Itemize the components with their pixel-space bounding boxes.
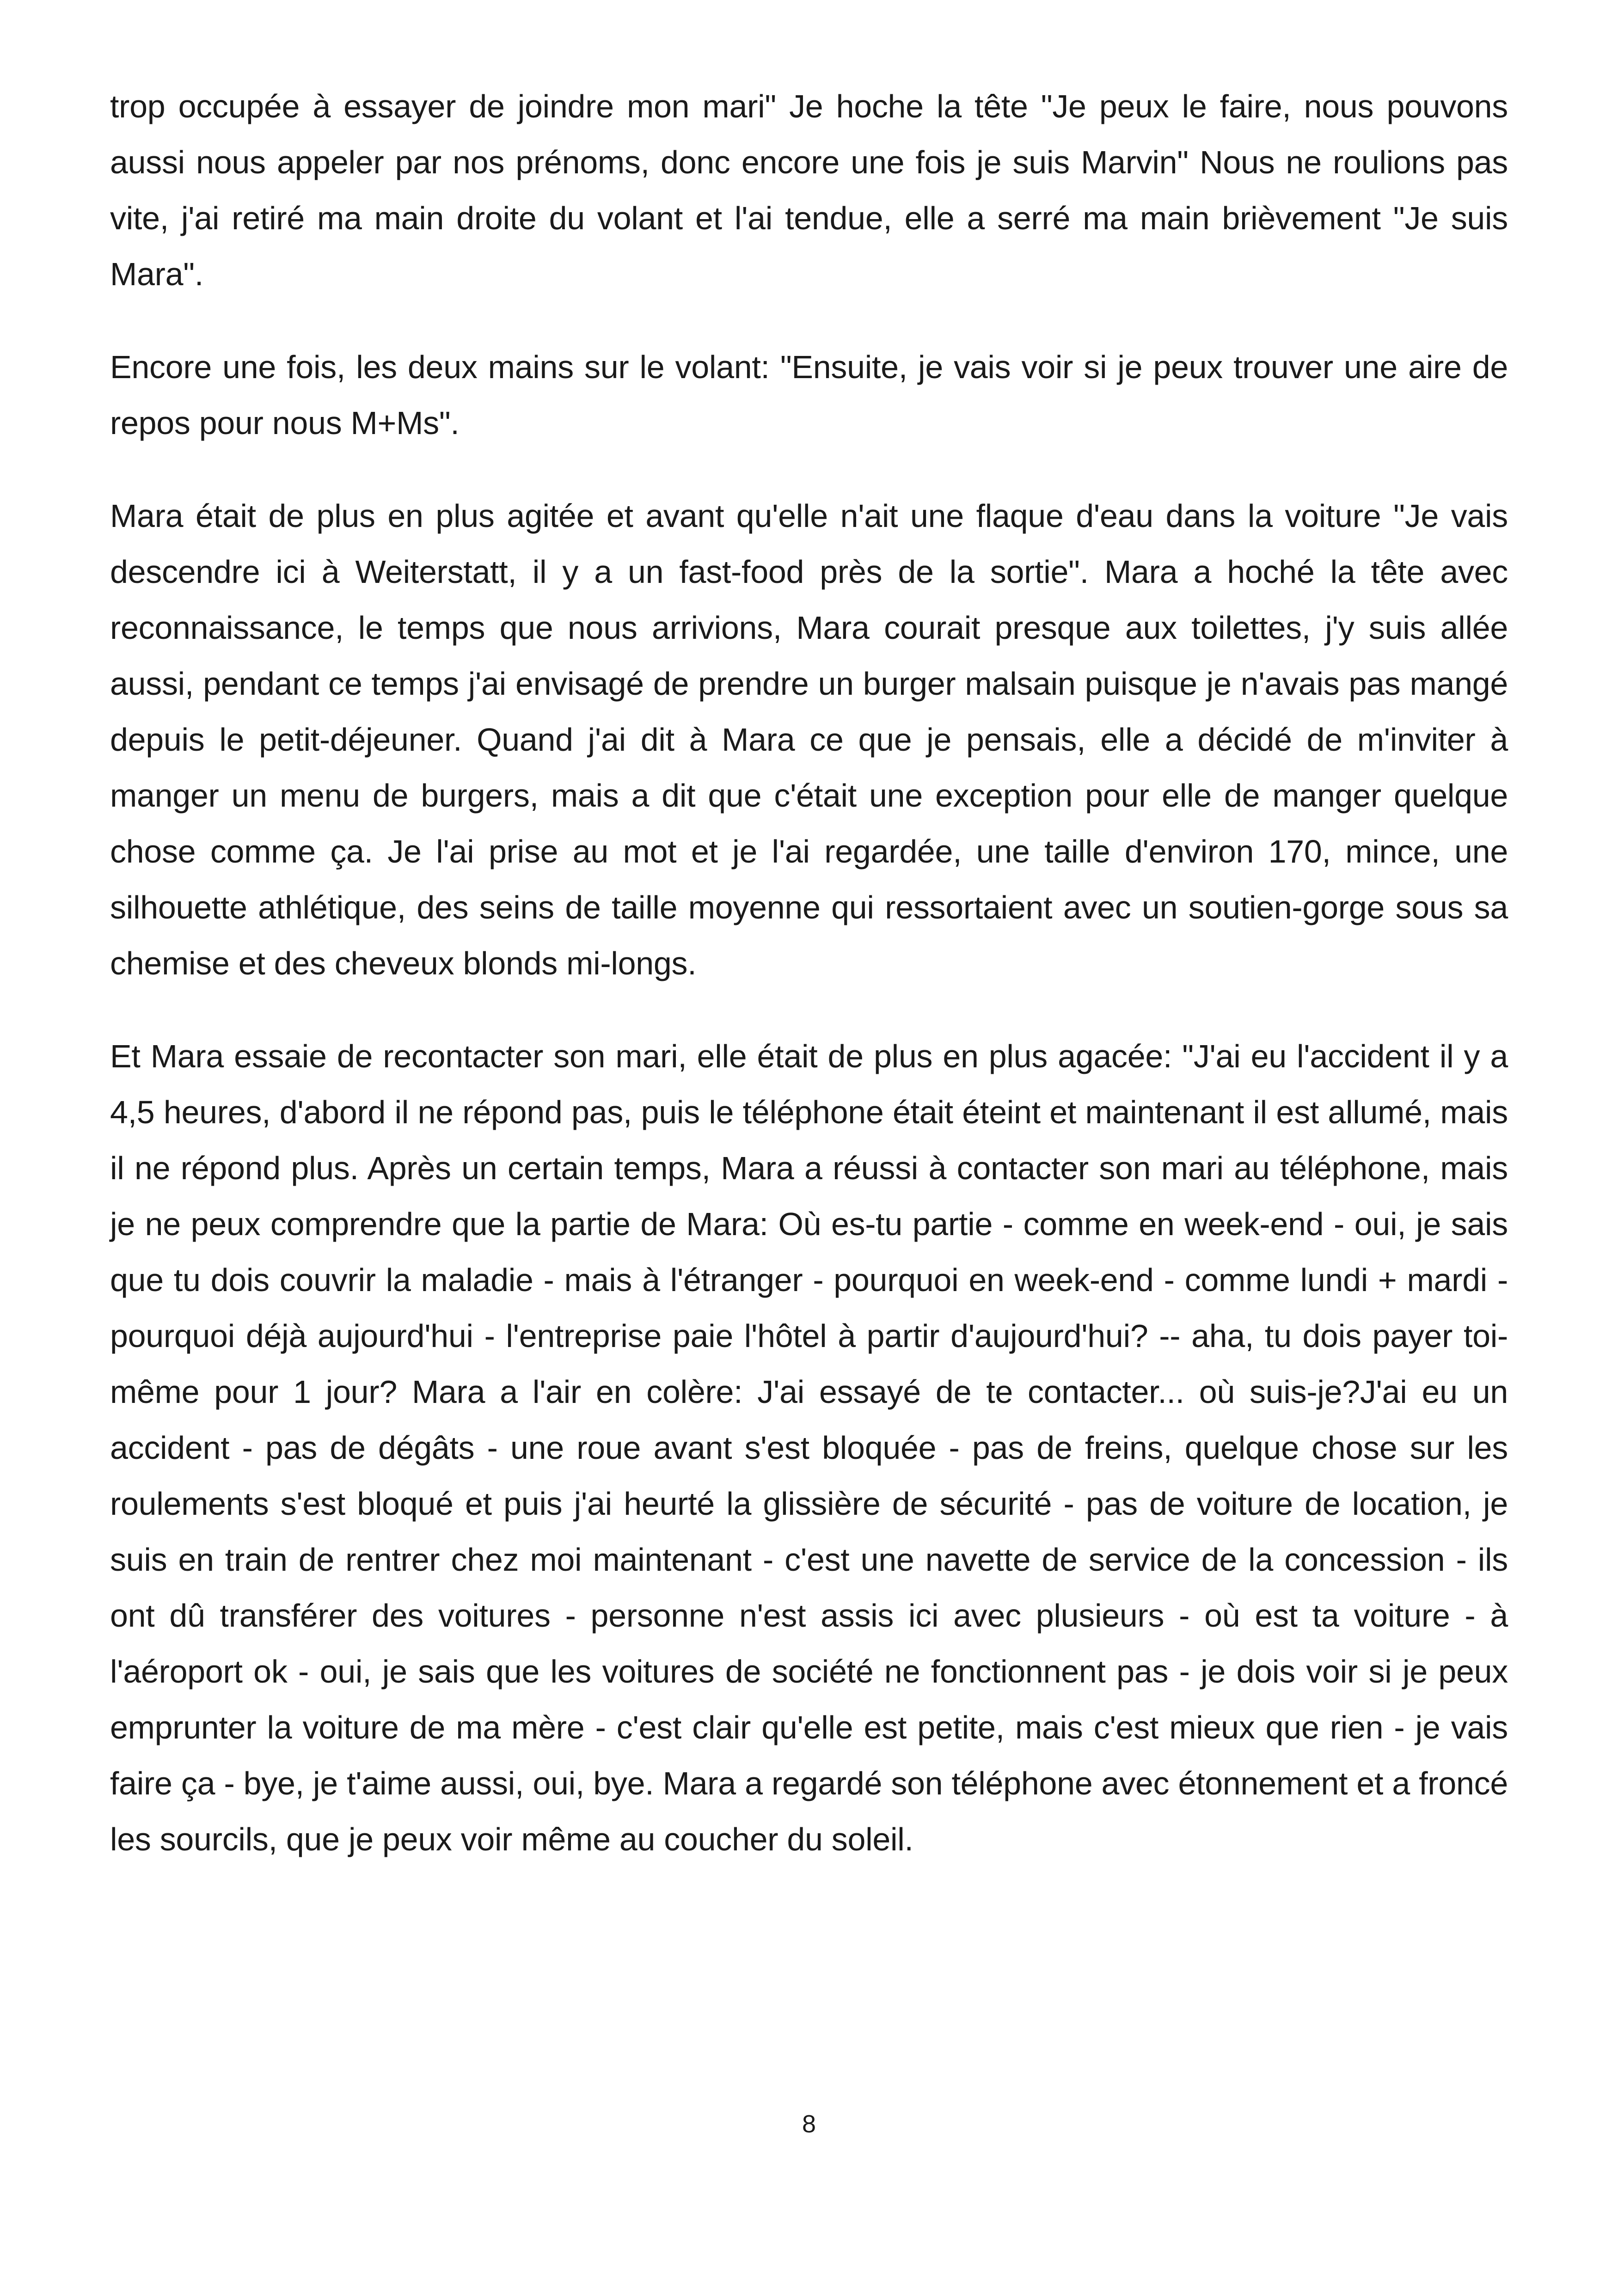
paragraph-4: Et Mara essaie de recontacter son mari, elle était de plus en plus agacée: "J'ai eu l'accident il y a 4,5 heures, d'abord il ne répond pas, puis le téléphone était éteint et maintenant il est allumé, mais il ne répond plus. Après un certain temps, Mara a réussi à contacter son mari au téléphone, mais je ne peux comprendre que la partie de Mara: Où es-tu partie - comme en week-end - oui, je sais que tu dois couvrir la maladie - mais à l'étranger - pourquoi en week-end - comme lundi + mardi - pourquoi déjà aujourd'hui - l'entreprise paie l'hôtel à partir d'aujourd'hui? -- aha, tu dois payer toi-même pour 1 jour? Mara a l'air en colère: J'ai essayé de te contacter... où suis-je?J'ai eu un accident - pas de dégâts - une roue avant s'est bloquée - pas de freins, quelque chose sur les roulements s'est bloqué et puis j'ai heurté la glissière de sécurité - pas de voiture de location, je suis en train de rentrer chez moi maintenant - c'est une navette de service de la concession - ils ont dû transférer des voitures - personne n'est assis ici avec plusieurs - où est ta voiture - à l'aéroport ok - oui, je sais que les voitures de société ne fonctionnent pas - je dois voir si je peux emprunter la voiture de ma mère - c'est clair qu'elle est petite, mais c'est mieux que rien - je vais faire ça - bye, je t'aime aussi, oui, bye. Mara a regardé son téléphone avec étonnement et a froncé les sourcils, que je peux voir même au coucher du soleil. bbox=[110, 1038, 1508, 1857]
document-body bbox=[110, 79, 1508, 1904]
paragraph-3: Mara était de plus en plus agitée et avant qu'elle n'ait une flaque d'eau dans la voiture "Je vais descendre ici à Weiterstatt, il y a un fast-food près de la sortie". Mara a hoché la tête avec reconnaissance, le temps que nous arrivions, Mara courait presque aux toilettes, j'y suis allée aussi, pendant ce temps j'ai envisagé de prendre un burger malsain puisque je n'avais pas mangé depuis le petit-déjeuner. Quand j'ai dit à Mara ce que je pensais, elle a décidé de m'inviter à manger un menu de burgers, mais a dit que c'était une exception pour elle de manger quelque chose comme ça. Je l'ai prise au mot et je l'ai regardée, une taille d'environ 170, mince, une silhouette athlétique, des seins de taille moyenne qui ressortaient avec un soutien-gorge sous sa chemise et des cheveux blonds mi-longs. bbox=[110, 498, 1508, 981]
paragraph-2: Encore une fois, les deux mains sur le volant: "Ensuite, je vais voir si je peux trouver une aire de repos pour nous M+Ms". bbox=[110, 349, 1508, 441]
paragraph-1: trop occupée à essayer de joindre mon mari" Je hoche la tête "Je peux le faire, nous pouvons aussi nous appeler par nos prénoms, donc encore une fois je suis Marvin" Nous ne roulions pas vite, j'ai retiré ma main droite du volant et l'ai tendue, elle a serré ma main brièvement "Je suis Mara". bbox=[110, 88, 1508, 292]
page-number: 8 bbox=[802, 2110, 816, 2138]
